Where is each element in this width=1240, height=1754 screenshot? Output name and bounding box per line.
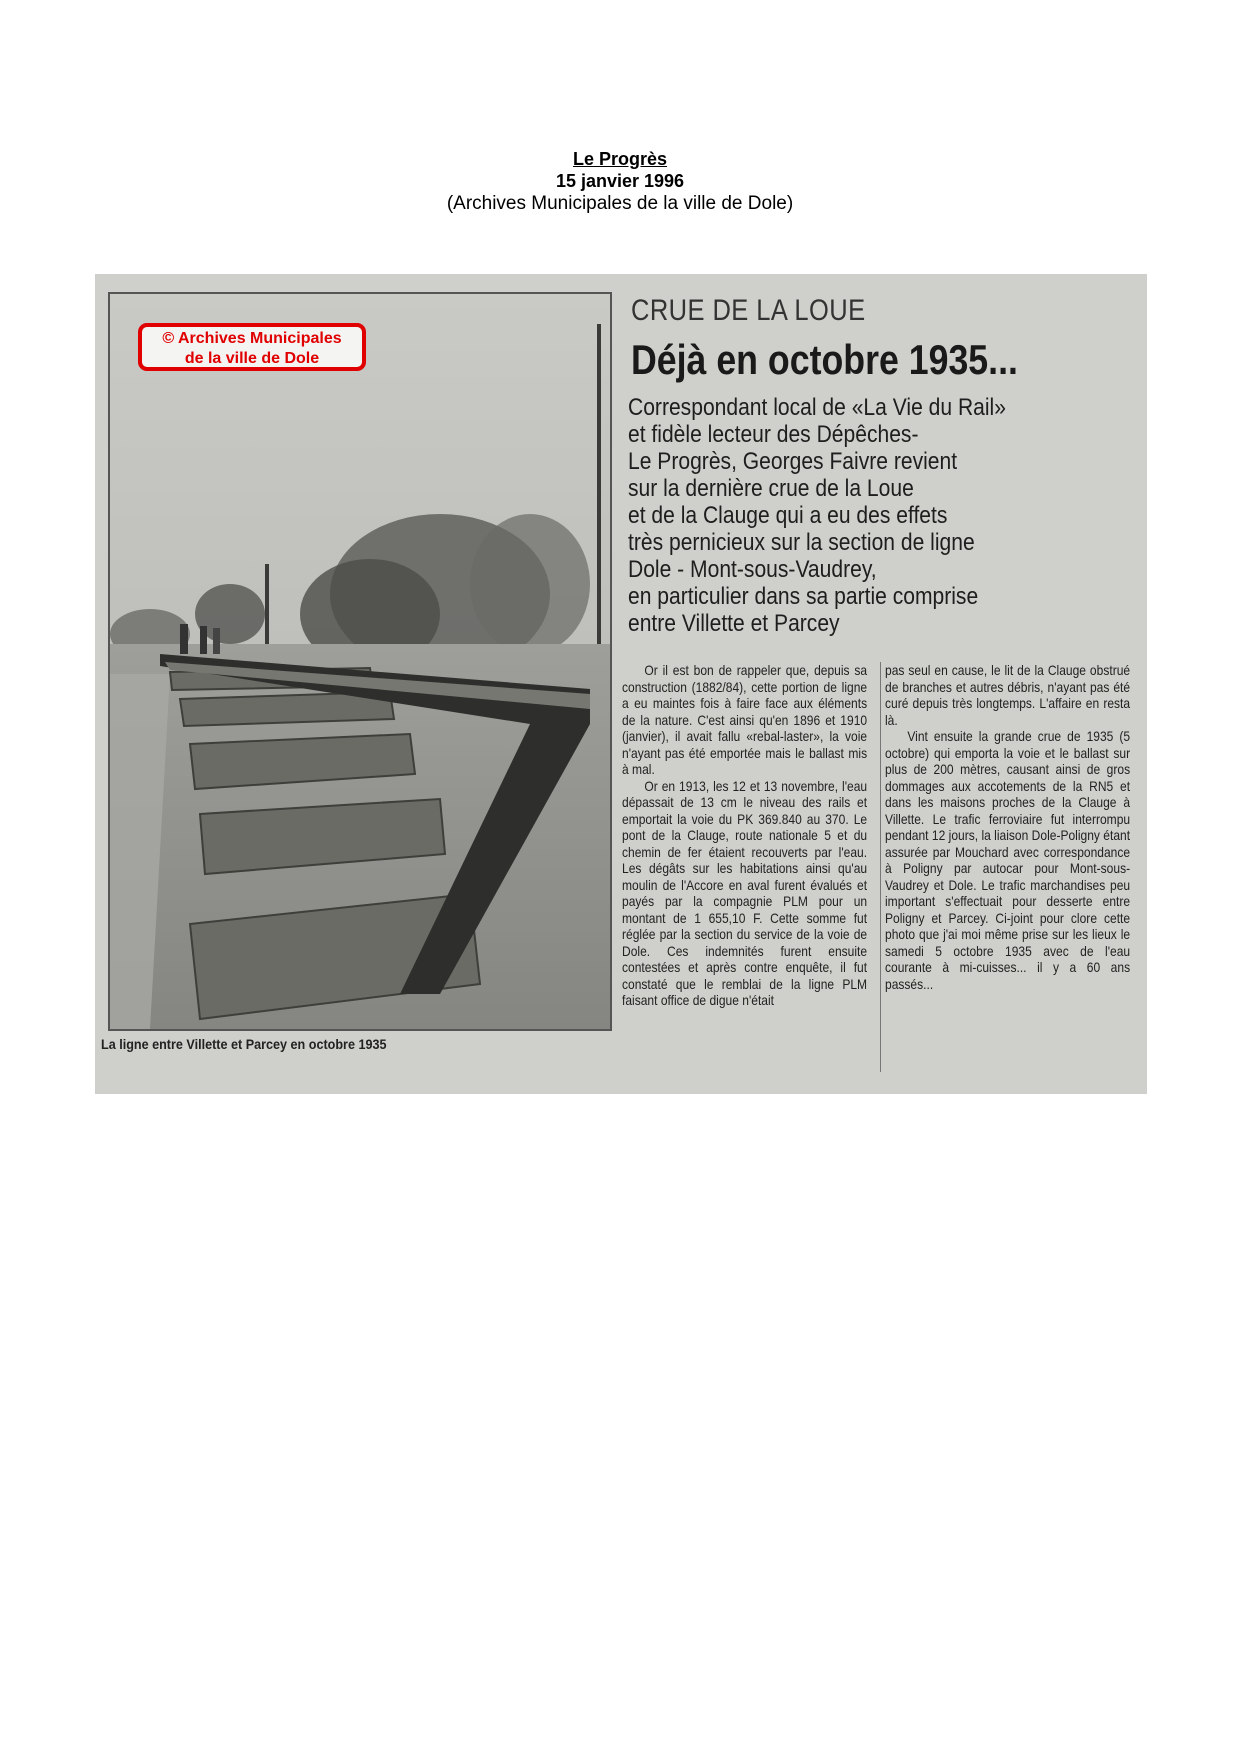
standfirst-line: Correspondant local de «La Vie du Rail»: [628, 394, 1006, 421]
column-divider: [880, 662, 881, 1072]
article-column-2: [885, 662, 1130, 992]
paragraph: pas seul en cause, le lit de la Clauge obstrué de branches et autres débris, n'ayant pas été curé depuis très longtemps. L'affaire en resta là.: [885, 662, 1131, 728]
article-headline: Déjà en octobre 1935...: [631, 336, 1018, 383]
watermark-line-1: © Archives Municipales: [162, 330, 342, 347]
archive-source: (Archives Municipales de la ville de Dole): [446, 193, 794, 214]
publication-name: Le Progrès: [572, 149, 668, 169]
paragraph: Or en 1913, les 12 et 13 novembre, l'eau dépassait de 13 cm le niveau des rails et emportait la voie du PK 369.840 au 370. Le pont de la Clauge, route nationale 5 et du chemin de fer étaient recouverts par l'eau. Les dégâts sur les habitations ainsi qu'au moulin de l'Accore en aval furent évalués et payés par la compagnie PLM pour un montant de 1 655,10 F. Cette somme fut réglée par la section du service de la voie de Dole. Ces indemnités furent ensuite contestées et après contre enquête, il fut constaté que le remblai de la ligne PLM faisant office de digue n'était: [622, 777, 868, 1008]
archival-photo: [108, 292, 612, 1031]
standfirst-line: Dole - Mont-sous-Vaudrey,: [628, 556, 877, 583]
railway-photo-illustration: [110, 294, 610, 1029]
photo-caption: La ligne entre Villette et Parcey en octobre 1935: [101, 1036, 387, 1052]
standfirst-line: et fidèle lecteur des Dépêches-: [628, 421, 919, 448]
standfirst-line: très pernicieux sur la section de ligne: [628, 529, 975, 556]
standfirst-line: sur la dernière crue de la Loue: [628, 475, 914, 502]
archive-watermark-stamp: [138, 323, 366, 371]
article-kicker: CRUE DE LA LOUE: [631, 294, 866, 327]
standfirst-line: et de la Clauge qui a eu des effets: [628, 502, 948, 529]
watermark-line-2: de la ville de Dole: [184, 350, 320, 367]
paragraph: Vint ensuite la grande crue de 1935 (5 octobre) qui emporta la voie et le ballast sur plus de 200 mètres, causant ainsi de gros dommages aux accotements de la RN5 et dans les maisons proches de la Clauge à Villette. Le trafic ferroviaire fut interrompu pendant 12 jours, la liaison Dole-Poligny étant assurée par Mouchard avec correspondance à Poligny par autocar pour Mont-sous-Vaudrey et Dole. Le trafic marchandises peu important s'effectuait pour desserte entre Poligny et Parcey. Ci-joint pour clore cette photo que j'ai moi même prise sur les lieux le samedi 5 octobre 1935 avec de l'eau courante à mi-cuisses... il y a 60 ans passés...: [885, 728, 1131, 992]
article-standfirst: [628, 394, 1110, 637]
publication-date: 15 janvier 1996: [555, 171, 685, 191]
standfirst-line: entre Villette et Parcey: [628, 610, 840, 637]
document-header: [0, 148, 1240, 216]
article-column-1: [622, 662, 867, 1009]
paragraph: Or il est bon de rappeler que, depuis sa construction (1882/84), cette portion de ligne a eu maintes fois à faire face aux éléments de la nature. C'est ainsi qu'en 1896 et 1910 (janvier), il avait fallu «rebal-laster», la voie n'ayant pas été emportée mais le ballast mis à mal.: [622, 662, 868, 777]
standfirst-line: en particulier dans sa partie comprise: [628, 583, 979, 610]
standfirst-line: Le Progrès, Georges Faivre revient: [628, 448, 958, 475]
newspaper-clipping: [95, 274, 1147, 1094]
